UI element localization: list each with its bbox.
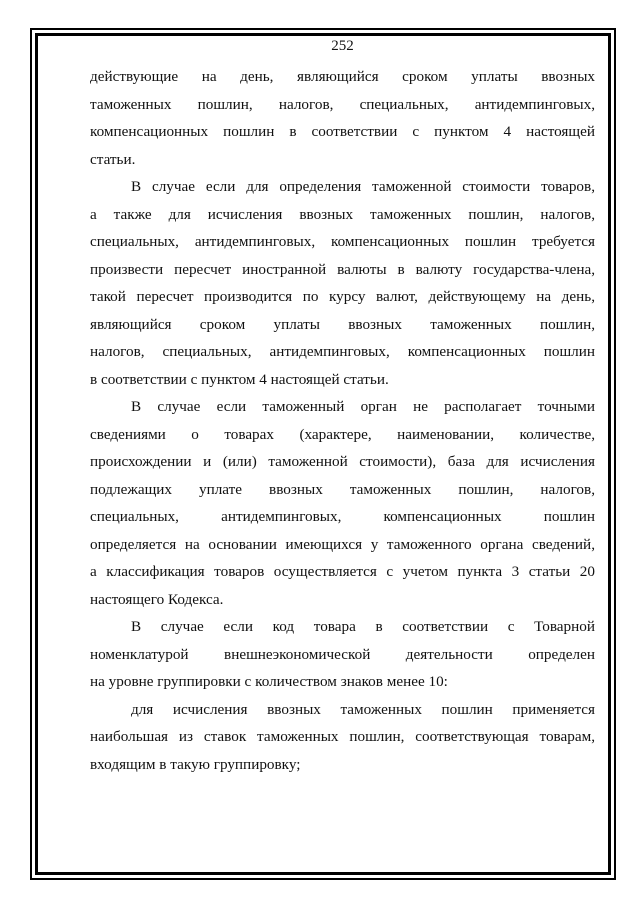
page-number: 252 bbox=[331, 38, 354, 54]
text-line: компенсационных пошлин в соответствии с пунктом 4 настоящей bbox=[90, 123, 595, 140]
text-line: входящим в такую группировку; bbox=[90, 755, 301, 773]
paragraph-1 bbox=[90, 63, 595, 173]
text-line: а классификация товаров осуществляется с учетом пункта 3 статьи 20 bbox=[90, 563, 595, 580]
text-line: являющийся сроком уплаты ввозных таможенных пошлин, bbox=[90, 315, 595, 333]
text-line: подлежащих уплате ввозных таможенных пошлин, налогов, bbox=[90, 480, 595, 498]
paragraph-3 bbox=[90, 393, 595, 613]
text-line: наибольшая из ставок таможенных пошлин, соответствующая товарам, bbox=[90, 728, 595, 745]
text-line: номенклатурой внешнеэкономической деятельности определен bbox=[90, 645, 595, 663]
text-line: а также для исчисления ввозных таможенных пошлин, налогов, bbox=[90, 205, 595, 223]
text-line: для исчисления ввозных таможенных пошлин применяется bbox=[131, 700, 595, 718]
text-line: действующие на день, являющийся сроком уплаты ввозных bbox=[90, 68, 595, 85]
text-line: специальных, антидемпинговых, компенсационных пошлин bbox=[90, 508, 595, 525]
paragraph-2 bbox=[90, 173, 595, 393]
text-line: на уровне группировки с количеством знаков менее 10: bbox=[90, 673, 448, 690]
text-line: произвести пересчет иностранной валюты в валюту государства-члена, bbox=[90, 260, 595, 278]
text-line: налогов, специальных, антидемпинговых, компенсационных пошлин bbox=[90, 343, 595, 360]
paragraph-5 bbox=[90, 696, 595, 779]
text-line: сведениями о товарах (характере, наименовании, количестве, bbox=[90, 425, 595, 443]
text-line: определяется на основании имеющихся у таможенного органа сведений, bbox=[90, 535, 595, 553]
text-line: происхождении и (или) таможенной стоимости), база для исчисления bbox=[90, 453, 595, 470]
text-line: статьи. bbox=[90, 150, 136, 168]
document-page bbox=[90, 36, 595, 778]
text-line: в соответствии с пунктом 4 настоящей статьи. bbox=[90, 370, 389, 388]
text-line: таможенных пошлин, налогов, специальных, антидемпинговых, bbox=[90, 95, 595, 113]
text-line: В случае если таможенный орган не располагает точными bbox=[131, 398, 595, 415]
text-line: такой пересчет производится по курсу валют, действующему на день, bbox=[90, 288, 595, 305]
paragraph-4 bbox=[90, 613, 595, 696]
text-line: В случае если для определения таможенной стоимости товаров, bbox=[131, 178, 595, 195]
text-line: В случае если код товара в соответствии с Товарной bbox=[131, 618, 595, 635]
text-line: специальных, антидемпинговых, компенсационных пошлин требуется bbox=[90, 233, 595, 250]
text-line: настоящего Кодекса. bbox=[90, 590, 224, 608]
